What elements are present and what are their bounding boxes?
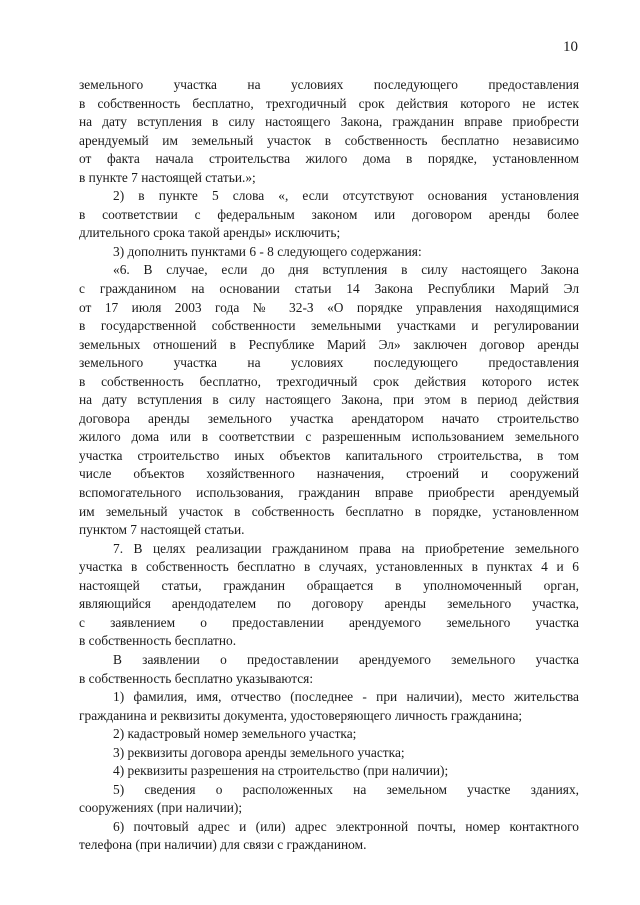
text-line: на дату вступления в силу настоящего Закона, при этом в период действия: [79, 392, 579, 408]
text-line: участка в собственность бесплатно в случаях, установленных в пунктах 4 и 6: [79, 559, 579, 575]
text-line: длительного срока такой аренды» исключить;: [79, 225, 341, 241]
text-line: им земельный участок в собственность бесплатно в порядке, установленном: [79, 503, 579, 519]
text-line: от факта начала строительства жилого дома в порядке, установленном: [79, 151, 579, 167]
text-line: сооружениях (при наличии);: [79, 800, 243, 816]
text-line: настоящей статьи, гражданин обращается в уполномоченный орган,: [79, 577, 579, 593]
page-number: 10: [563, 39, 578, 55]
text-line: земельного участка на условиях последующего предоставления: [79, 355, 579, 371]
text-line: в собственность бесплатно.: [79, 633, 237, 649]
paragraph: [79, 688, 579, 725]
text-line: жилого дома или в соответствии с разрешенным использованием земельного: [79, 429, 579, 445]
text-line: В заявлении о предоставлении арендуемого земельного участка: [113, 651, 579, 667]
text-line: земельных отношений в Республике Марий Эл» заключен договор аренды: [79, 336, 579, 352]
text-line: 3) реквизиты договора аренды земельного участка;: [113, 744, 405, 760]
text-line: арендуемый им земельный участок в собственность бесплатно независимо: [79, 132, 579, 148]
text-line: числе объектов хозяйственного назначения, строений и сооружений: [79, 466, 579, 482]
paragraph: [79, 744, 579, 763]
text-line: пунктом 7 настоящей статьи.: [79, 522, 245, 538]
text-line: являющийся арендодателем по договору аренды земельного участка,: [79, 596, 579, 612]
text-line: с заявлением о предоставлении арендуемого земельного участка: [79, 614, 579, 630]
paragraph: [79, 187, 579, 243]
text-line: 7. В целях реализации гражданином права на приобретение земельного: [113, 540, 579, 556]
paragraph: [79, 651, 579, 688]
text-line: участка строительство иных объектов капитального строительства, в том: [79, 447, 579, 463]
text-line: в соответствии с федеральным законом или договором аренды более: [79, 206, 579, 222]
text-line: «6. В случае, если до дня вступления в силу настоящего Закона: [113, 262, 579, 278]
text-line: 3) дополнить пунктами 6 - 8 следующего содержания:: [113, 243, 422, 259]
text-line: телефона (при наличии) для связи с гражданином.: [79, 837, 367, 853]
text-line: земельного участка на условиях последующего предоставления: [79, 77, 579, 92]
paragraph: [79, 540, 579, 651]
text-line: 4) реквизиты разрешения на строительство (при наличии);: [113, 763, 449, 779]
paragraph: [79, 762, 579, 781]
text-line: 2) кадастровый номер земельного участка;: [113, 726, 357, 742]
text-line: в собственность бесплатно указываются:: [79, 670, 314, 686]
paragraph: [79, 781, 579, 818]
text-line: 1) фамилия, имя, отчество (последнее - при наличии), место жительства: [113, 689, 579, 705]
paragraph: [79, 818, 579, 855]
text-line: в государственной собственности земельными участками и регулировании: [79, 318, 579, 334]
text-line: с гражданином на основании статьи 14 Закона Республики Марий Эл: [79, 281, 579, 297]
text-line: договора аренды земельного участка арендатором начато строительство: [79, 410, 579, 426]
paragraph: [79, 76, 579, 187]
text-line: 5) сведения о расположенных на земельном участке зданиях,: [113, 781, 579, 797]
document-body: [79, 76, 579, 855]
text-line: в собственность бесплатно, трехгодичный срок действия которого не истек: [79, 95, 579, 111]
text-line: 6) почтовый адрес и (или) адрес электронной почты, номер контактного: [113, 818, 579, 834]
paragraph: [79, 243, 579, 262]
text-line: на дату вступления в силу настоящего Закона, гражданин вправе приобрести: [79, 114, 579, 130]
text-line: в собственность бесплатно, трехгодичный срок действия которого истек: [79, 373, 579, 389]
text-line: вспомогательного использования, гражданин вправе приобрести арендуемый: [79, 485, 579, 501]
paragraph: [79, 725, 579, 744]
text-line: гражданина и реквизиты документа, удостоверяющего личность гражданина;: [79, 707, 523, 723]
text-line: от 17 июля 2003 года № 32-З «О порядке управления находящимися: [79, 299, 579, 315]
text-line: в пункте 7 настоящей статьи.»;: [79, 169, 256, 185]
paragraph: [79, 261, 579, 539]
text-line: 2) в пункте 5 слова «, если отсутствуют основания установления: [113, 188, 579, 204]
